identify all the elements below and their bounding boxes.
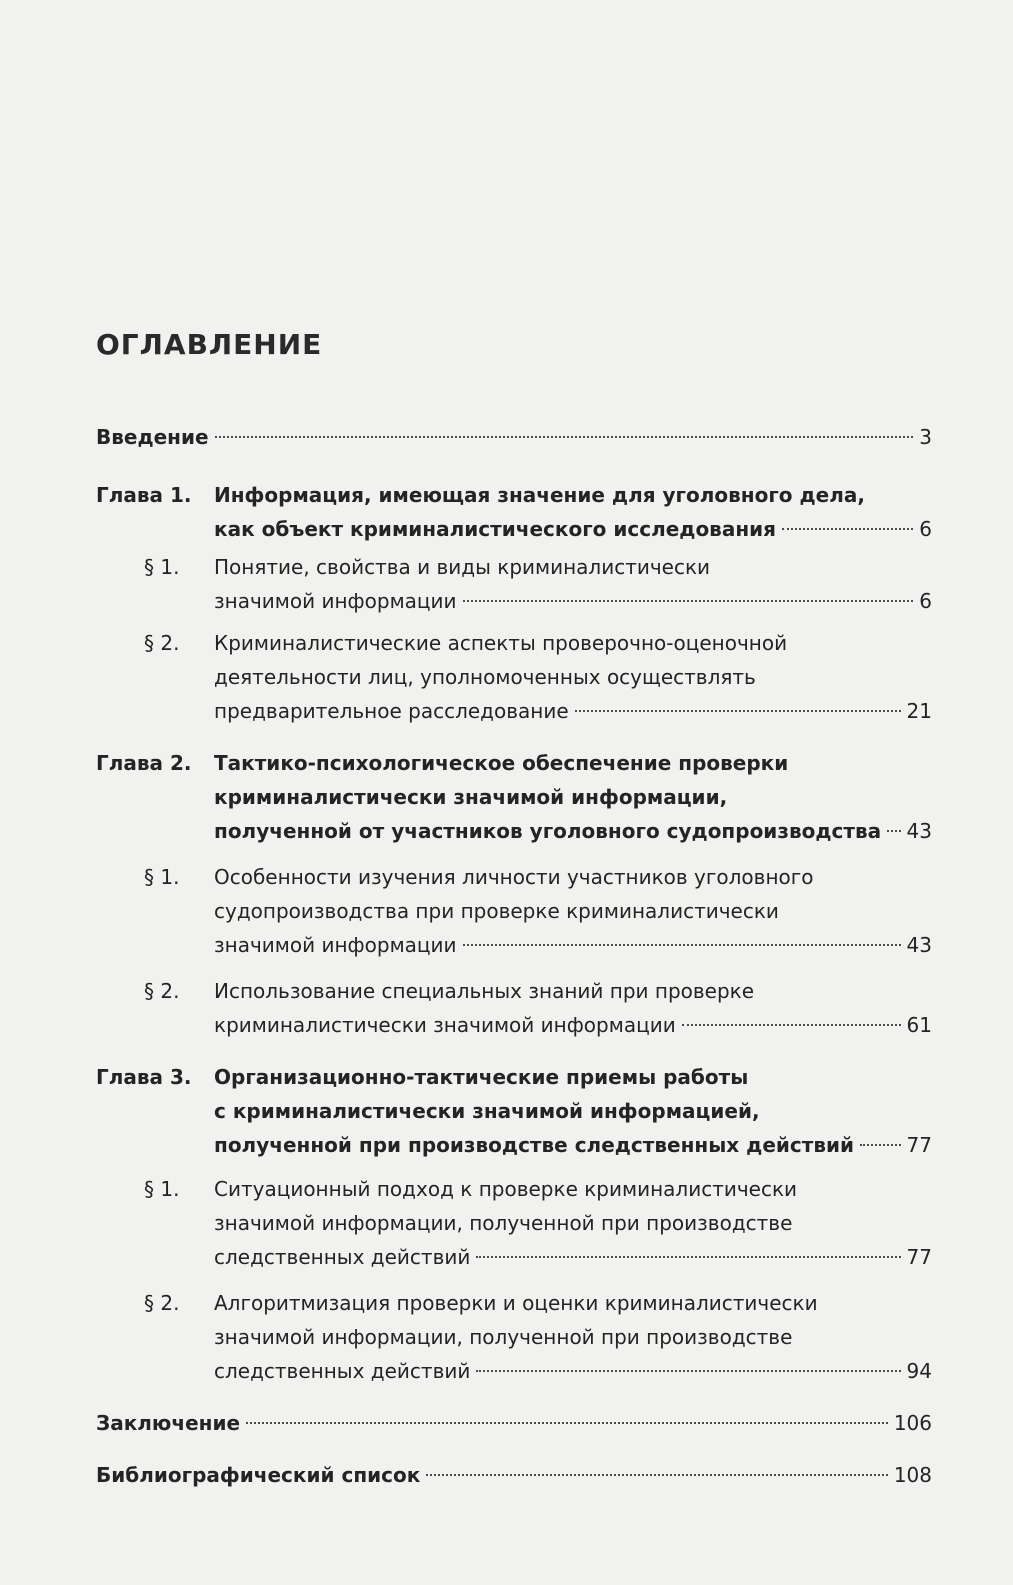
toc-row [214,512,932,546]
dot-leader [463,600,914,602]
chapter-title-line: полученной от участников уголовного судопроизводства [214,819,882,843]
toc-row [214,694,932,728]
section-label: § 1. [144,1177,180,1201]
section-title-line: Алгоритмизация проверки и оценки криминалистически [214,1291,818,1315]
chapter-label: Глава 2. [96,751,192,775]
section-title-line: значимой информации, полученной при производстве [214,1211,793,1235]
section-title-line: деятельности лиц, уполномоченных осуществлять [214,665,756,689]
toc-row [214,584,932,618]
toc-row [214,928,932,962]
toc-row [214,1240,932,1274]
page-number: 6 [919,517,932,541]
dot-leader [246,1422,888,1424]
dot-leader [426,1474,887,1476]
section-title-line: судопроизводства при проверке криминалистически [214,899,779,923]
section-title-line: значимой информации [214,933,457,957]
chapter-title-line: как объект криминалистического исследования [214,517,777,541]
page-number: 21 [906,699,932,723]
page-number: 43 [906,819,932,843]
section-label: § 1. [144,865,180,889]
page-number: 6 [919,589,932,613]
dot-leader [887,830,900,832]
section-title-line: Понятие, свойства и виды криминалистически [214,555,711,579]
entry-title: Введение [96,425,209,449]
toc-row [214,1128,932,1162]
dot-leader [782,528,913,530]
dot-leader [682,1024,901,1026]
chapter-label: Глава 3. [96,1065,192,1089]
section-title-line: значимой информации [214,589,457,613]
section-title-line: Использование специальных знаний при проверке [214,979,755,1003]
chapter-title-line: полученной при производстве следственных действий [214,1133,855,1157]
section-title-line: значимой информации, полученной при производстве [214,1325,793,1349]
chapter-title-line: криминалистически значимой информации, [214,785,728,809]
entry-title: Заключение [96,1411,241,1435]
section-label: § 2. [144,979,180,1003]
section-label: § 1. [144,555,180,579]
chapter-title-line: с криминалистически значимой информацией, [214,1099,760,1123]
page-number: 43 [906,933,932,957]
chapter-title-line: Тактико-психологическое обеспечение проверки [214,751,789,775]
chapter-title-line: Организационно-тактические приемы работы [214,1065,749,1089]
toc-row [96,1458,932,1492]
page-number: 3 [919,425,932,449]
page-number: 106 [893,1411,932,1435]
section-title-line: следственных действий [214,1359,471,1383]
section-title-line: следственных действий [214,1245,471,1269]
dot-leader [575,710,901,712]
dot-leader [476,1256,900,1258]
section-title-line: предварительное расследование [214,699,569,723]
dot-leader [463,944,901,946]
dot-leader [215,436,914,438]
page-number: 77 [906,1133,932,1157]
toc-row [214,1008,932,1042]
toc-row [214,1354,932,1388]
dot-leader [860,1144,901,1146]
page-number: 77 [906,1245,932,1269]
entry-title: Библиографический список [96,1463,421,1487]
toc-row [96,420,932,454]
toc-row [214,814,932,848]
section-label: § 2. [144,1291,180,1315]
page-title: ОГЛАВЛЕНИЕ [96,328,323,361]
section-title-line: Криминалистические аспекты проверочно-оценочной [214,631,788,655]
section-title-line: Ситуационный подход к проверке криминалистически [214,1177,798,1201]
toc-row [96,1406,932,1440]
chapter-title-line: Информация, имеющая значение для уголовного дела, [214,483,865,507]
section-title-line: Особенности изучения личности участников уголовного [214,865,814,889]
dot-leader [476,1370,900,1372]
section-title-line: криминалистически значимой информации [214,1013,676,1037]
section-label: § 2. [144,631,180,655]
page-number: 94 [906,1359,932,1383]
page-number: 108 [893,1463,932,1487]
chapter-label: Глава 1. [96,483,192,507]
page-number: 61 [906,1013,932,1037]
